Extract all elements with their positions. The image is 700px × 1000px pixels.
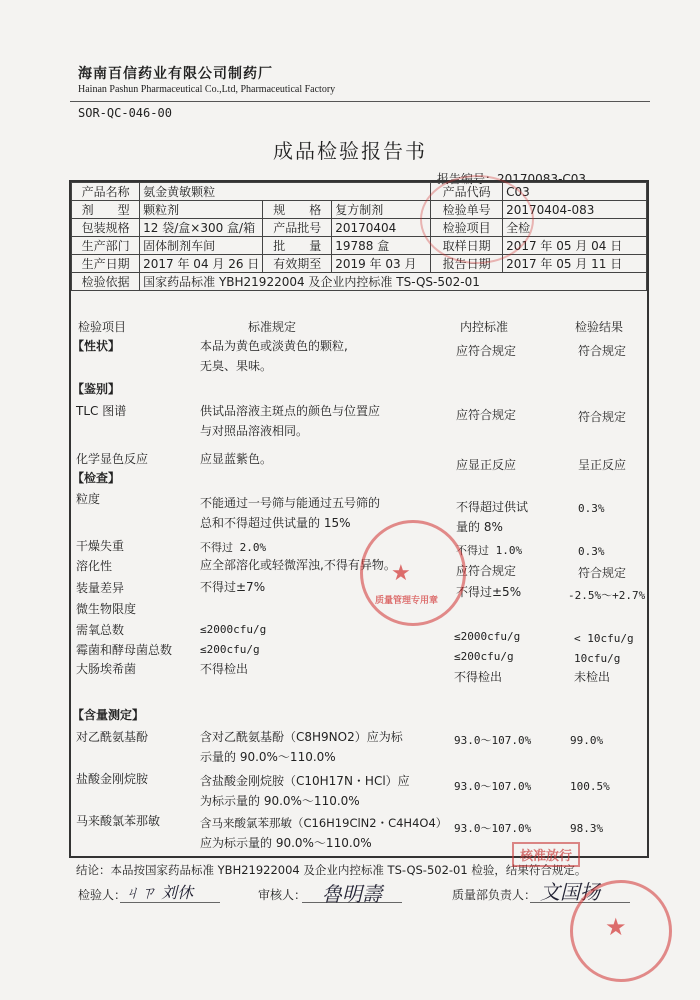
label-inspection-no: 检验单号 [431, 201, 503, 219]
table-row [72, 273, 647, 291]
amantadine-internal: 93.0～107.0% [454, 780, 532, 793]
drying-result: 0.3% [578, 545, 605, 558]
drying-standard: 不得过 2.0% [200, 541, 267, 554]
mold-item: 霉菌和酵母菌总数 [76, 643, 173, 657]
color-reaction-standard: 应显蓝紫色。 [200, 452, 273, 466]
company-name-en: Hainan Pashun Pharmaceutical Co.,Ltd, Pharmaceutical Factory [78, 84, 336, 95]
color-reaction-result: 呈正反应 [578, 458, 627, 472]
paracetamol-standard-2: 示量的 90.0%～110.0% [200, 750, 336, 764]
mold-standard: ≤200cfu/g [200, 643, 260, 656]
value-expiry: 2019 年 03 月 [332, 255, 431, 273]
table-row [72, 201, 647, 219]
inspector-label: 检验人： [78, 888, 127, 902]
label-product-name: 产品名称 [72, 183, 140, 201]
mold-internal: ≤200cfu/g [454, 650, 514, 663]
granularity-result: 0.3% [578, 502, 605, 515]
granularity-internal-1: 不得超过供试 [456, 500, 529, 514]
chlorphenamine-result: 98.3% [570, 822, 604, 835]
tlc-standard-2: 与对照品溶液相同。 [200, 424, 309, 438]
center-seal-stamp [360, 520, 466, 626]
appearance-result: 符合规定 [578, 344, 627, 358]
value-inspection-item: 全检 [503, 219, 647, 237]
loading-internal: 不得过±5% [456, 585, 522, 599]
ecoli-item: 大肠埃希菌 [76, 662, 137, 676]
solubility-result: 符合规定 [578, 566, 627, 580]
tlc-item: TLC 图谱 [76, 404, 127, 418]
ecoli-internal: 不得检出 [454, 670, 503, 684]
aerobic-result: < 10cfu/g [574, 632, 634, 645]
value-specification: 复方制剂 [332, 201, 431, 219]
aerobic-item: 需氧总数 [76, 623, 125, 637]
mold-result: 10cfu/g [574, 652, 621, 665]
loading-standard: 不得过±7% [200, 580, 266, 594]
company-name-cn: 海南百信药业有限公司制药厂 [78, 66, 273, 82]
value-product-code: C03 [503, 183, 647, 201]
bottom-seal-star-icon: ★ [605, 913, 627, 941]
header-rule [70, 101, 650, 102]
table-row [72, 219, 647, 237]
label-batch-no: 产品批号 [263, 219, 332, 237]
report-number: 报告编号：20170083-C03 [437, 172, 587, 186]
chlorphenamine-internal: 93.0～107.0% [454, 822, 532, 835]
chlorphenamine-standard-1: 含马来酸氯苯那敏（C16H19ClN2・C4H4O4） [200, 816, 448, 830]
paracetamol-internal: 93.0～107.0% [454, 734, 532, 747]
section-appearance: 【性状】 [72, 339, 121, 353]
label-department: 生产部门 [72, 237, 140, 255]
label-expiry: 有效期至 [263, 255, 332, 273]
label-inspection-item: 检验项目 [431, 219, 503, 237]
table-row [72, 183, 647, 201]
solubility-item: 溶化性 [76, 559, 113, 573]
value-inspection-no: 20170404-083 [503, 201, 647, 219]
table-row [72, 237, 647, 255]
solubility-standard: 应全部溶化或轻微浑浊,不得有异物。 [200, 558, 396, 572]
table-row [72, 255, 647, 273]
drying-item: 干燥失重 [76, 539, 125, 553]
value-batch-size: 19788 盒 [332, 237, 431, 255]
granularity-internal-2: 量的 8% [456, 520, 503, 534]
document-number: SOR-QC-046-00 [78, 106, 172, 120]
column-standard: 标准规定 [248, 320, 297, 334]
reviewer-signature: 魯明壽 [322, 882, 382, 906]
value-report-date: 2017 年 05 月 11 日 [503, 255, 647, 273]
color-reaction-item: 化学显色反应 [76, 452, 149, 466]
section-identification: 【鉴别】 [72, 382, 121, 396]
bottom-seal-stamp [570, 880, 672, 982]
qa-head-signature: 文国扬 [540, 880, 600, 904]
aerobic-internal: ≤2000cfu/g [454, 630, 521, 643]
paracetamol-item: 对乙酰氨基酚 [76, 730, 149, 744]
granularity-standard-1: 不能通过一号筛与能通过五号筛的 [200, 496, 381, 510]
chlorphenamine-item: 马来酸氯苯那敏 [76, 814, 161, 828]
label-specification: 规 格 [263, 201, 332, 219]
value-dosage-form: 颗粒剂 [140, 201, 263, 219]
section-assay: 【含量测定】 [72, 708, 145, 722]
loading-item: 装量差异 [76, 581, 125, 595]
value-basis: 国家药品标准 YBH21922004 及企业内控标准 TS-QS-502-01 [140, 273, 647, 291]
appearance-standard-1: 本品为黄色或淡黄色的颗粒, [200, 339, 348, 353]
aerobic-standard: ≤2000cfu/g [200, 623, 267, 636]
amantadine-standard-1: 含盐酸金刚烷胺（C10H17N・HCl）应 [200, 774, 410, 788]
product-info-table [71, 182, 647, 291]
reviewer-label: 审核人： [258, 888, 307, 902]
label-package: 包装规格 [72, 219, 140, 237]
value-production-date: 2017 年 04 月 26 日 [140, 255, 263, 273]
center-seal-star-icon: ★ [391, 561, 411, 586]
amantadine-standard-2: 为标示量的 90.0%～110.0% [200, 794, 360, 808]
appearance-standard-2: 无臭、果味。 [200, 359, 273, 373]
qa-head-label: 质量部负责人： [452, 888, 537, 902]
top-faint-stamp [420, 175, 534, 264]
column-internal: 内控标准 [460, 320, 509, 334]
tlc-internal: 应符合规定 [456, 408, 517, 422]
color-reaction-internal: 应显正反应 [456, 458, 517, 472]
value-sampling-date: 2017 年 05 月 04 日 [503, 237, 647, 255]
value-product-name: 氨金黄敏颗粒 [140, 183, 431, 201]
chlorphenamine-standard-2: 应为标示量的 90.0%～110.0% [200, 836, 372, 850]
label-sampling-date: 取样日期 [431, 237, 503, 255]
ecoli-result: 未检出 [574, 670, 611, 684]
value-department: 固体制剂车间 [140, 237, 263, 255]
loading-result: -2.5%～+2.7% [568, 589, 646, 602]
appearance-internal: 应符合规定 [456, 344, 517, 358]
inspector-signature: ㄐㄗ 刘休 [124, 883, 194, 902]
tlc-result: 符合规定 [578, 410, 627, 424]
amantadine-result: 100.5% [570, 780, 610, 793]
release-approval-stamp: 核准放行 [512, 842, 580, 867]
value-batch-no: 20170404 [332, 219, 431, 237]
section-inspection: 【检查】 [72, 471, 121, 485]
label-production-date: 生产日期 [72, 255, 140, 273]
column-result: 检验结果 [575, 320, 624, 334]
label-batch-size: 批 量 [263, 237, 332, 255]
label-product-code: 产品代码 [431, 183, 503, 201]
value-package: 12 袋/盒×300 盒/箱 [140, 219, 263, 237]
tlc-standard-1: 供试品溶液主斑点的颜色与位置应 [200, 404, 381, 418]
solubility-internal: 应符合规定 [456, 564, 517, 578]
label-report-date: 报告日期 [431, 255, 503, 273]
paracetamol-result: 99.0% [570, 734, 604, 747]
paracetamol-standard-1: 含对乙酰氨基酚（C8H9NO2）应为标 [200, 730, 403, 744]
column-item: 检验项目 [78, 320, 127, 334]
granularity-item: 粒度 [76, 492, 101, 506]
label-dosage-form: 剂 型 [72, 201, 140, 219]
ecoli-standard: 不得检出 [200, 662, 249, 676]
page-title: 成品检验报告书 [273, 139, 427, 163]
center-seal-text: 质量管理专用章 [375, 596, 439, 606]
drying-internal: 不得过 1.0% [456, 544, 523, 557]
label-basis: 检验依据 [72, 273, 140, 291]
granularity-standard-2: 总和不得超过供试量的 15% [200, 516, 351, 530]
amantadine-item: 盐酸金刚烷胺 [76, 772, 149, 786]
conclusion-text: 结论：本品按国家药品标准 YBH21922004 及企业内控标准 TS-QS-502-01 检验，结果符合规定。 [76, 863, 587, 877]
microbial-item: 微生物限度 [76, 602, 137, 616]
